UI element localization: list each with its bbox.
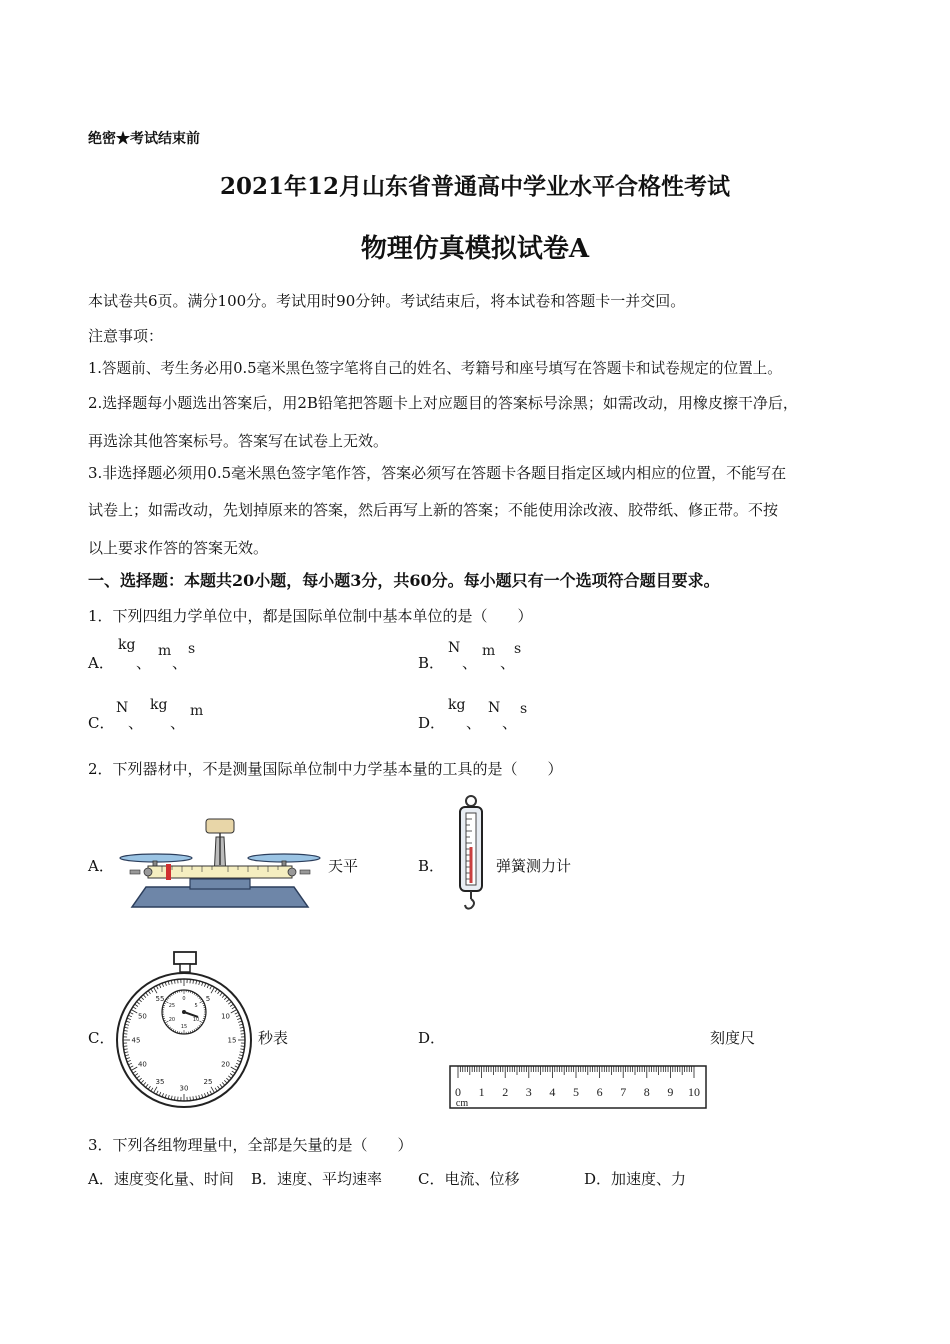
stopwatch-outer-number: 50: [137, 1012, 147, 1021]
stopwatch-outer-number: 55: [155, 994, 165, 1003]
note-3a: 3.非选择题必须用0.5毫米黑色签字笔作答，答案必须写在答题卡各题目指定区域内相应的位置，不能写在: [88, 464, 787, 482]
ruler-tick-label: 8: [643, 1085, 650, 1099]
stopwatch-outer-number: 20: [221, 1060, 231, 1069]
q3-option-a: A．速度变化量、时间: [88, 1170, 234, 1188]
ruler-tick-label: 4: [549, 1085, 556, 1099]
ruler-tick-label: 0: [455, 1085, 461, 1099]
note-3b: 试卷上；如需改动，先划掉原来的答案，然后再写上新的答案；不能使用涂改液、胶带纸、修正带。不按: [88, 501, 779, 519]
ruler-image: [448, 1064, 710, 1110]
notes-title: 注意事项：: [88, 327, 164, 345]
stopwatch-outer-number: 40: [137, 1060, 147, 1069]
stopwatch-inner-number: 15: [180, 1024, 188, 1030]
question-2-stem: 2．下列器材中，不是测量国际单位制中力学基本量的工具的是（ ）: [88, 760, 563, 778]
ruler-tick-label: 7: [620, 1085, 627, 1099]
ruler-tick-label: 3: [525, 1085, 532, 1099]
stopwatch-outer-number: 10: [221, 1012, 231, 1021]
stopwatch-inner-number: 25: [168, 1003, 176, 1009]
question-3-stem: 3．下列各组物理量中，全部是矢量的是（ ）: [88, 1136, 413, 1154]
stopwatch-inner-number: 5: [194, 1003, 198, 1009]
stopwatch-inner-number: 0: [182, 996, 186, 1002]
paper-subtitle: 物理仿真模拟试卷A: [360, 234, 590, 264]
ruler-tick-label: 10: [688, 1085, 700, 1099]
ruler-tick-label: 6: [596, 1085, 603, 1099]
stopwatch-outer-number: 30: [179, 1084, 189, 1093]
ruler-tick-label: 5: [573, 1085, 579, 1099]
ruler-tick-label: 2: [502, 1085, 509, 1099]
spring-scale-image: [455, 793, 487, 911]
q2-option-d-text: 刻度尺: [710, 1029, 756, 1047]
intro-line: 本试卷共6页。满分100分。考试用时90分钟。考试结束后，将本试卷和答题卡一并交回。: [88, 292, 686, 310]
question-1-stem: 1．下列四组力学单位中，都是国际单位制中基本单位的是（ ）: [88, 607, 533, 625]
q2-option-c-label: C．: [88, 1029, 115, 1047]
q2-option-b-text: 弹簧测力计: [496, 857, 572, 875]
note-2b: 再选涂其他答案标号。答案写在试卷上无效。: [88, 432, 389, 450]
section-heading: 一、选择题：本题共20小题，每小题3分，共60分。每小题只有一个选项符合题目要求。: [88, 571, 720, 590]
note-3c: 以上要求作答的答案无效。: [88, 539, 269, 557]
stopwatch-inner-number: 10: [192, 1017, 200, 1023]
q2-option-c-text: 秒表: [258, 1029, 289, 1047]
ruler-unit: cm: [455, 1098, 469, 1109]
stopwatch-image: [112, 950, 252, 1112]
q2-option-d-label: D．: [418, 1029, 446, 1047]
ruler-tick-label: 9: [667, 1085, 674, 1099]
q2-option-a-label: A．: [88, 857, 114, 875]
stopwatch-outer-number: 35: [155, 1078, 165, 1087]
q3-option-d: D．加速度、力: [584, 1170, 687, 1188]
exam-title: 2021年12月山东省普通高中学业水平合格性考试: [219, 173, 731, 200]
stopwatch-outer-number: 5: [205, 994, 211, 1003]
balance-scale-image: [118, 815, 323, 910]
stopwatch-outer-number: 45: [131, 1036, 141, 1045]
q2-option-b-label: B．: [418, 857, 445, 875]
note-1: 1.答题前、考生务必用0.5毫米黑色签字笔将自己的姓名、考籍号和座号填写在答题卡和试卷规定的位置上。: [88, 360, 782, 377]
ruler-tick-label: 1: [478, 1085, 485, 1099]
stopwatch-inner-number: 20: [168, 1017, 176, 1023]
q3-option-c: C．电流、位移: [418, 1170, 520, 1188]
secret-label: 绝密★考试结束前: [88, 131, 200, 147]
stopwatch-outer-number: 15: [227, 1036, 237, 1045]
q2-option-a-text: 天平: [328, 857, 359, 875]
note-2a: 2.选择题每小题选出答案后，用2B铅笔把答题卡上对应题目的答案标号涂黑；如需改动，用橡皮擦干净后，: [88, 394, 798, 412]
q3-option-b: B．速度、平均速率: [251, 1170, 383, 1188]
stopwatch-outer-number: 25: [203, 1078, 213, 1087]
